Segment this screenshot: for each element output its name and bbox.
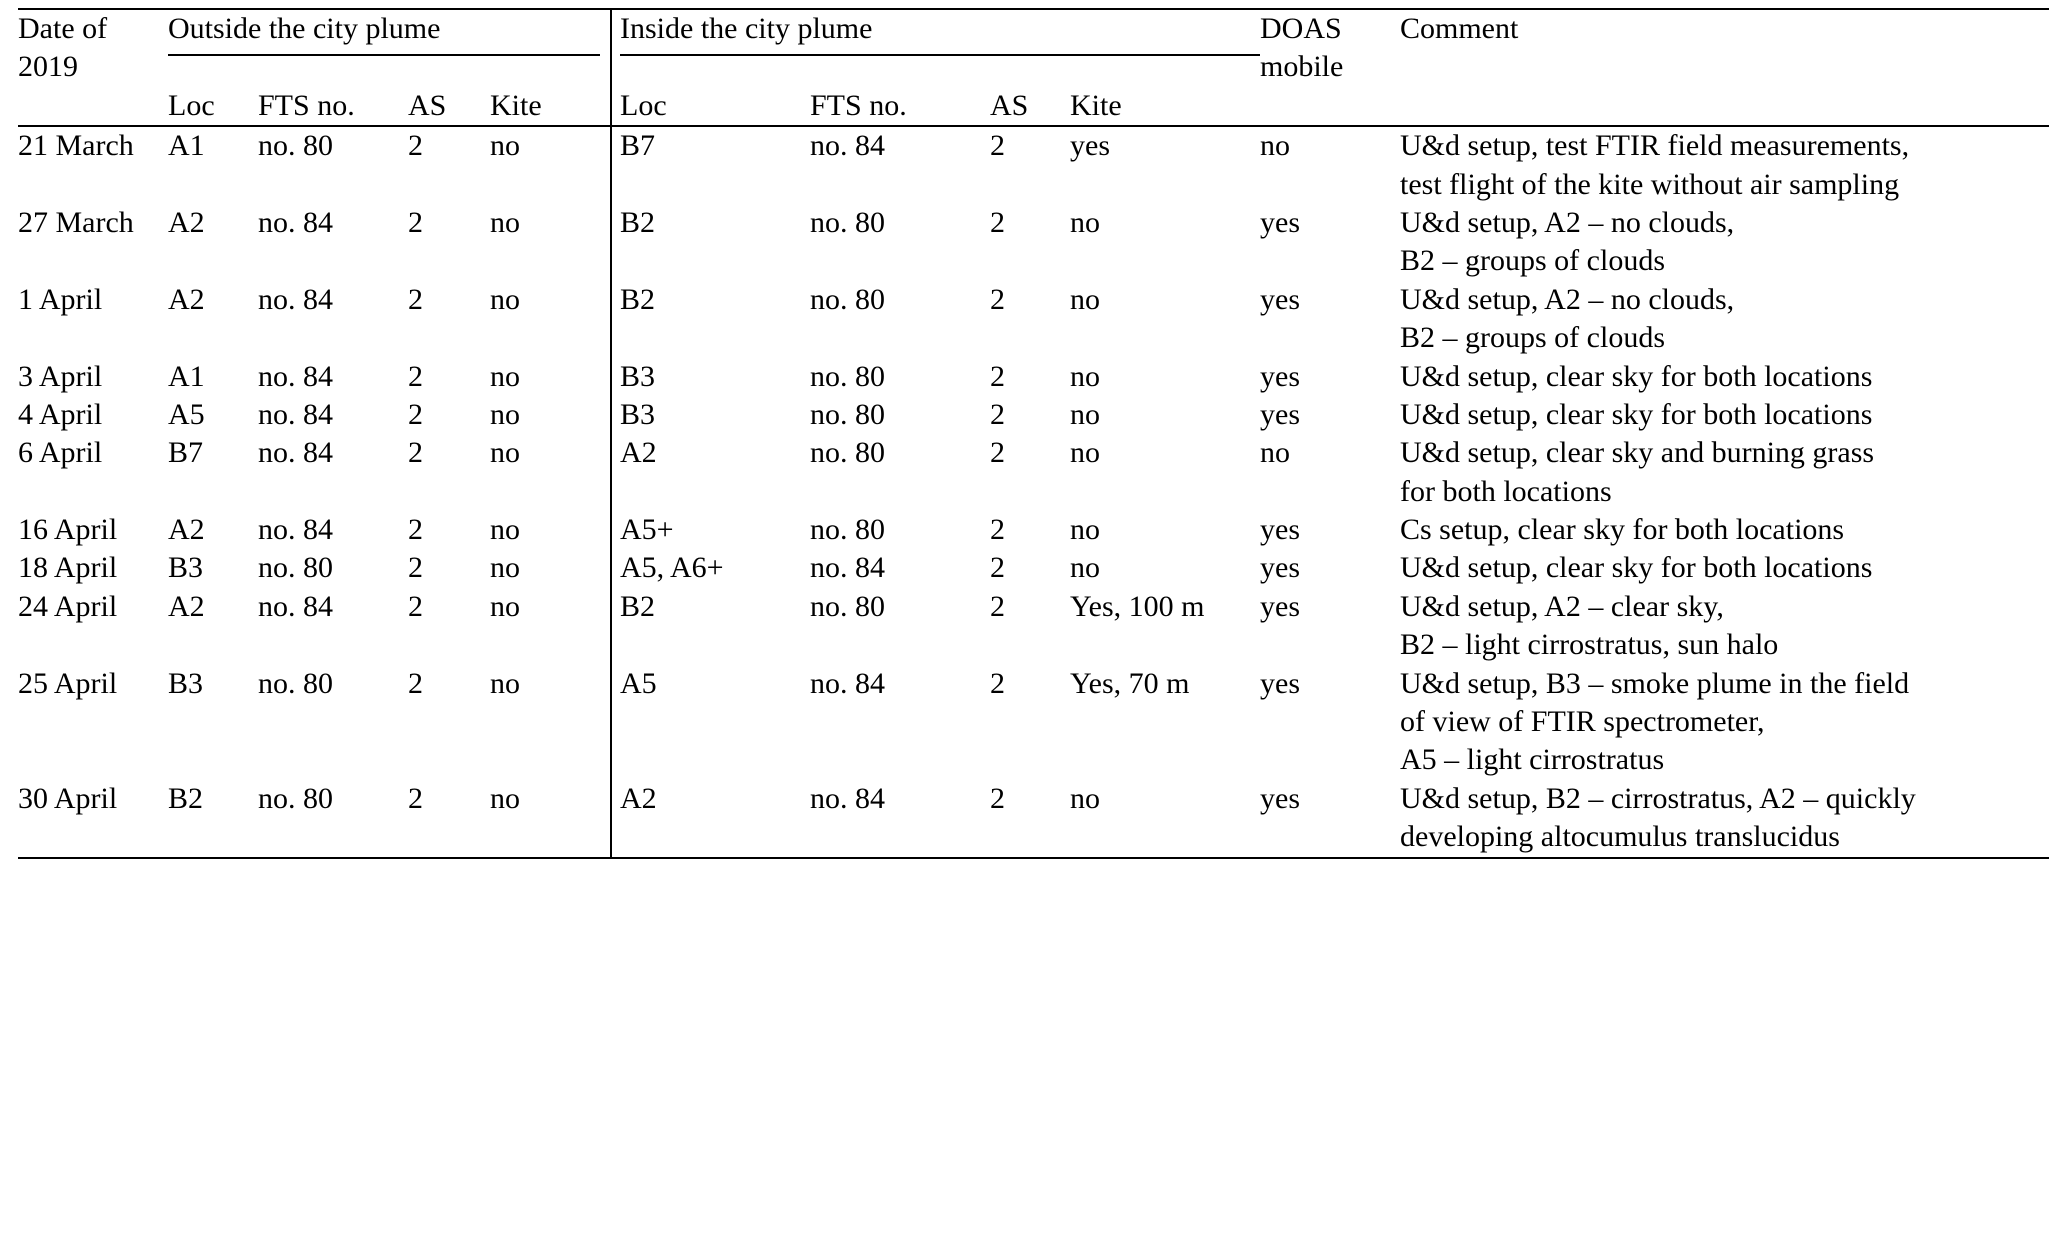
cell-outside-kite: no [490,780,600,858]
cell-outside-kite: no [490,666,520,700]
cell-outside-fts: no. 84 [258,282,333,316]
cell-inside-loc: B3 [620,359,656,393]
cell-doas-mobile: yes [1260,359,1300,393]
cell-inside-loc: A5, A6+ [620,551,724,585]
cell-inside-kite: yes [1070,129,1110,163]
cell-comment [1400,549,2049,587]
cell-inside-kite: no [1070,359,1100,393]
header-sub-blank-doas [1260,87,1400,126]
cell-inside-as: 2 [990,551,1005,585]
cell-outside-loc: A5 [168,397,205,431]
header-group-inside: Inside the city plume [620,9,1260,87]
cell-inside-fts: no. 80 [810,589,885,623]
header-group-inside-rule [620,54,1260,56]
cell-inside-kite: no [1070,205,1100,239]
cell-outside-as: 2 [408,589,423,623]
plume-divider [600,588,620,665]
plume-divider-sub [600,87,620,126]
header-sub-row [18,87,2049,126]
cell-inside-loc: B3 [620,397,656,431]
cell-inside-loc: B2 [620,589,656,623]
header-date: Date of 2019 [18,9,168,87]
cell-outside-loc: A2 [168,282,205,316]
cell-inside-fts: no. 84 [810,129,885,163]
cell-inside-fts: no. 84 [810,551,885,585]
comment-line: U&d setup, test FTIR field measurements, [1400,129,1910,163]
cell-outside-loc: B3 [168,551,204,585]
cell-inside-as: 2 [990,282,1005,316]
cell-outside-loc: A1 [168,359,205,393]
table-row [18,665,2049,780]
cell-date: 24 April [18,589,118,623]
cell-inside-loc: B2 [620,282,656,316]
cell-outside-fts: no. 84 [258,397,333,431]
cell-inside-as: 2 [990,436,1005,470]
cell-date: 30 April [18,780,168,858]
table-body [18,126,2049,857]
cell-doas-mobile: yes [1260,282,1300,316]
table-head [18,9,2049,126]
cell-doas-mobile: yes [1260,397,1300,431]
cell-date: 21 March [18,129,134,163]
comment-line: Cs setup, clear sky for both locations [1400,513,1845,547]
cell-inside-as: 2 [990,397,1005,431]
cell-comment [1400,126,2049,204]
cell-doas-mobile: no [1260,129,1290,163]
cell-outside-fts: no. 84 [258,436,333,470]
header-comment: Comment [1400,9,2049,87]
comment-line: U&d setup, A2 – no clouds, [1400,282,1735,316]
header-out-loc: Loc [168,87,258,126]
comment-line: test flight of the kite without air sampling [1400,167,1900,201]
cell-inside-as: 2 [990,359,1005,393]
measurement-campaign-table [18,8,2049,859]
cell-inside-fts: no. 80 [810,205,885,239]
table-row [18,588,2049,665]
cell-comment [1400,434,2049,511]
cell-outside-fts: no. 84 [258,359,333,393]
cell-doas-mobile: yes [1260,780,1400,858]
comment-line: U&d setup, A2 – no clouds, [1400,205,1735,239]
cell-inside-loc: A5 [620,666,657,700]
cell-date: 1 April [18,282,103,316]
header-out-as: AS [408,87,490,126]
plume-divider [600,396,620,434]
header-sub-blank-date [18,87,168,126]
cell-outside-as: 2 [408,205,423,239]
header-group-outside-rule [168,54,600,56]
header-out-fts: FTS no. [258,87,408,126]
cell-inside-fts: no. 80 [810,282,885,316]
cell-outside-as: 2 [408,282,423,316]
cell-inside-loc: A2 [620,780,810,858]
cell-doas-mobile: yes [1260,205,1300,239]
cell-outside-loc: A2 [168,589,205,623]
header-in-fts: FTS no. [810,87,990,126]
cell-inside-fts: no. 80 [810,436,885,470]
cell-doas-mobile: yes [1260,666,1300,700]
plume-divider [600,511,620,549]
cell-outside-kite: no [490,282,520,316]
comment-line: U&d setup, A2 – clear sky, [1400,589,1724,623]
table-row [18,434,2049,511]
cell-date: 4 April [18,397,103,431]
cell-inside-as: 2 [990,589,1005,623]
cell-outside-loc: A1 [168,129,205,163]
table-row [18,204,2049,281]
cell-date: 25 April [18,666,118,700]
cell-inside-as: 2 [990,205,1005,239]
cell-comment [1400,281,2049,358]
cell-outside-loc: B7 [168,436,204,470]
table-row [18,511,2049,549]
cell-outside-as: 2 [408,397,423,431]
plume-divider [600,126,620,204]
cell-inside-kite: no [1070,436,1100,470]
cell-comment [1400,588,2049,665]
cell-date: 18 April [18,551,118,585]
header-group-row [18,9,2049,87]
cell-outside-kite: no [490,397,520,431]
plume-divider [600,358,620,396]
cell-outside-kite: no [490,205,520,239]
cell-comment [1400,511,2049,549]
cell-inside-fts: no. 80 [810,359,885,393]
comment-line: U&d setup, B3 – smoke plume in the field [1400,666,1910,700]
cell-doas-mobile: yes [1260,513,1300,547]
cell-inside-kite: no [1070,551,1100,585]
cell-outside-as: 2 [408,551,423,585]
plume-divider [600,665,620,780]
table-row [18,126,2049,204]
header-in-loc: Loc [620,87,810,126]
cell-outside-kite: no [490,436,520,470]
cell-outside-kite: no [490,359,520,393]
cell-comment [1400,204,2049,281]
cell-outside-as: 2 [408,436,423,470]
table-row [18,549,2049,587]
plume-divider [600,780,620,858]
cell-outside-fts: no. 84 [258,205,333,239]
comment-line: U&d setup, clear sky for both locations [1400,359,1873,393]
comment-line: B2 – groups of clouds [1400,244,1665,278]
cell-inside-kite: no [1070,397,1100,431]
cell-inside-loc: A5+ [620,513,674,547]
cell-inside-fts: no. 84 [810,780,990,858]
cell-outside-loc: A2 [168,513,205,547]
comment-line: of view of FTIR spectrometer, [1400,705,1765,739]
cell-inside-kite: no [1070,780,1260,858]
comment-line: for both locations [1400,474,1612,508]
cell-inside-kite: no [1070,513,1100,547]
comment-line: U&d setup, clear sky for both locations [1400,551,1873,585]
cell-inside-fts: no. 80 [810,513,885,547]
cell-outside-kite: no [490,551,520,585]
cell-inside-fts: no. 84 [810,666,885,700]
cell-outside-loc: B2 [168,780,258,858]
comment-line: B2 – light cirrostratus, sun halo [1400,628,1779,662]
cell-outside-fts: no. 80 [258,780,408,858]
plume-divider [600,281,620,358]
cell-outside-loc: A2 [168,205,205,239]
cell-inside-as: 2 [990,513,1005,547]
cell-inside-as: 2 [990,780,1070,858]
comment-line: developing altocumulus translucidus [1400,820,1840,854]
table-row [18,281,2049,358]
cell-date: 6 April [18,436,103,470]
cell-date: 16 April [18,513,118,547]
comment-line: B2 – groups of clouds [1400,321,1665,355]
cell-outside-fts: no. 80 [258,551,333,585]
cell-inside-kite: Yes, 100 m [1070,589,1205,623]
cell-outside-loc: B3 [168,666,204,700]
cell-comment [1400,780,2049,858]
cell-outside-as: 2 [408,780,490,858]
comment-line: U&d setup, clear sky for both locations [1400,397,1873,431]
comment-line: U&d setup, B2 – cirrostratus, A2 – quickly [1400,781,1916,815]
header-sub-blank-comment [1400,87,2049,126]
plume-divider [600,434,620,511]
table-row [18,358,2049,396]
plume-divider-head [600,9,620,87]
plume-divider [600,549,620,587]
cell-inside-loc: B2 [620,205,656,239]
cell-doas-mobile: yes [1260,551,1300,585]
cell-outside-as: 2 [408,129,423,163]
comment-line: A5 – light cirrostratus [1400,743,1665,777]
cell-doas-mobile: no [1260,436,1290,470]
header-doas: DOAS mobile [1260,9,1400,87]
cell-outside-as: 2 [408,513,423,547]
cell-outside-as: 2 [408,359,423,393]
header-out-kite: Kite [490,87,600,126]
cell-date: 3 April [18,359,103,393]
header-in-as: AS [990,87,1070,126]
cell-inside-kite: no [1070,282,1100,316]
cell-outside-kite: no [490,513,520,547]
cell-inside-fts: no. 80 [810,397,885,431]
cell-outside-fts: no. 80 [258,666,333,700]
cell-doas-mobile: yes [1260,589,1300,623]
cell-inside-kite: Yes, 70 m [1070,666,1190,700]
cell-comment [1400,396,2049,434]
cell-date: 27 March [18,205,134,239]
cell-comment [1400,665,2049,780]
comment-line: U&d setup, clear sky and burning grass [1400,436,1875,470]
table-row [18,780,2049,858]
cell-inside-loc: B7 [620,129,656,163]
header-in-kite: Kite [1070,87,1260,126]
cell-outside-kite: no [490,129,520,163]
cell-outside-fts: no. 84 [258,589,333,623]
cell-inside-as: 2 [990,129,1005,163]
table-row [18,396,2049,434]
cell-outside-kite: no [490,589,520,623]
cell-comment [1400,358,2049,396]
cell-outside-as: 2 [408,666,423,700]
cell-outside-fts: no. 84 [258,513,333,547]
cell-inside-loc: A2 [620,436,657,470]
header-group-outside: Outside the city plume [168,9,600,87]
plume-divider [600,204,620,281]
cell-outside-fts: no. 80 [258,129,333,163]
cell-inside-as: 2 [990,666,1005,700]
